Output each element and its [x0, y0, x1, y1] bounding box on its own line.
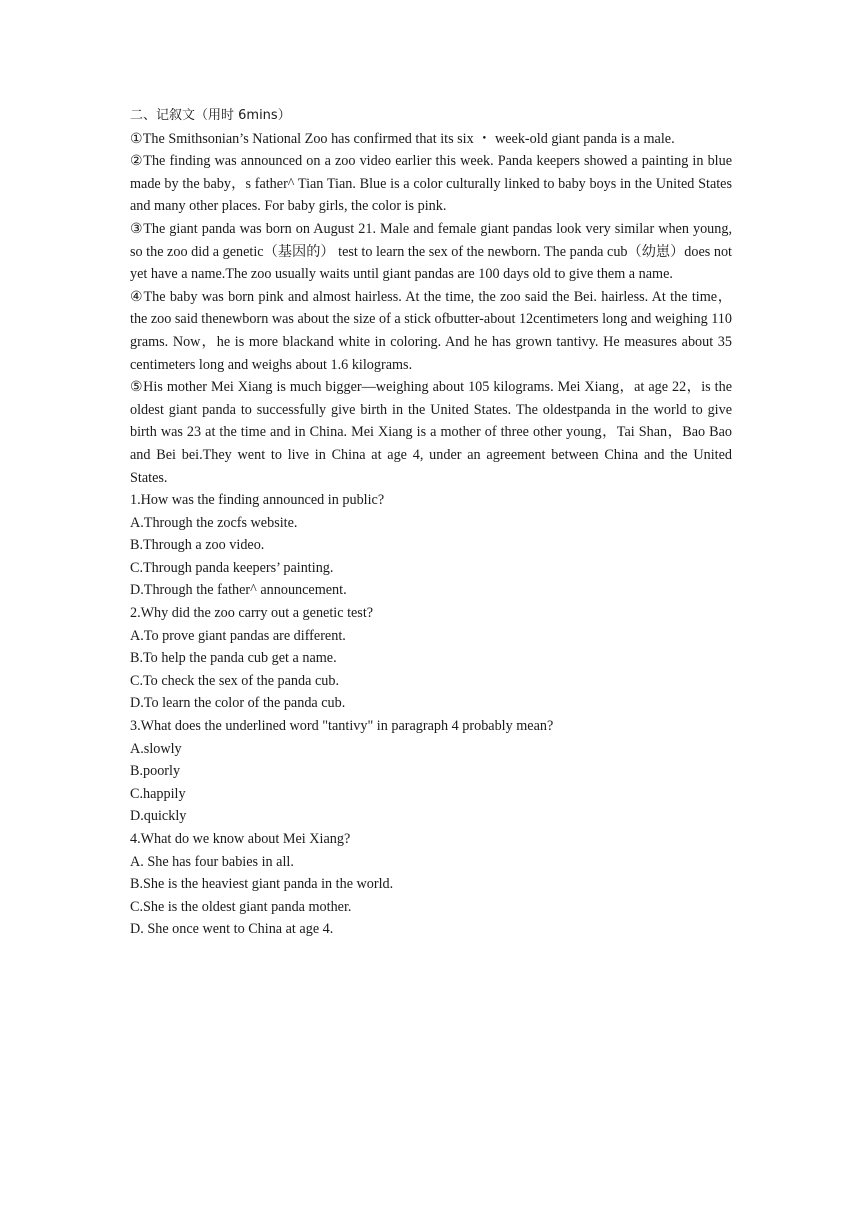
- document-page: [130, 105, 732, 941]
- question-2-option-b: B.To help the panda cub get a name.: [130, 650, 337, 667]
- question-4-option-a: A. She has four babies in all.: [130, 853, 294, 870]
- paragraph-1: ①The Smithsonian’s National Zoo has confirmed that its six ・ week-old giant panda is a male.: [130, 130, 675, 147]
- question-4-option-c: C.She is the oldest giant panda mother.: [130, 898, 352, 915]
- question-2-option-c: C.To check the sex of the panda cub.: [130, 672, 339, 689]
- question-3: 3.What does the underlined word "tantivy" in paragraph 4 probably mean?: [130, 718, 554, 735]
- question-1: 1.How was the finding announced in public?: [130, 492, 385, 509]
- question-3-option-a: A.slowly: [130, 740, 182, 757]
- question-2-option-d: D.To learn the color of the panda cub.: [130, 695, 346, 712]
- question-3-option-b: B.poorly: [130, 763, 181, 780]
- question-1-option-b: B.Through a zoo video.: [130, 537, 265, 554]
- question-1-option-a: A.Through the zocfs website.: [130, 514, 298, 531]
- paragraph-5: ⑤His mother Mei Xiang is much bigger—weighing about 105 kilograms. Mei Xiang，at age 22，is the oldest giant panda to successfully give birth in the United States. The oldestpanda in the world to give birth was 23 at the time and in China. Mei Xiang is a mother of three other young，Tai Shan，Bao Bao and Bei bei.They went to live in China at age 4, under an agreement between China and the United States.: [130, 379, 732, 486]
- paragraph-2: ②The finding was announced on a zoo video earlier this week. Panda keepers showed a painting in blue made by the baby，s father^ Tian Tian. Blue is a color culturally linked to baby boys in the United States and many other places. For baby girls, the color is pink.: [130, 153, 732, 215]
- question-4-option-d: D. She once went to China at age 4.: [130, 921, 334, 938]
- paragraph-4: ④The baby was born pink and almost hairless. At the time, the zoo said the Bei. hairless. At the time，the zoo said thenewborn was about the size of a stick ofbutter-about 12centimeters long and weighing 110 grams. Now，he is more blackand white in coloring. And he has grown tantivy. He measures about 35 centimeters long and weighs about 1.6 kilograms.: [130, 288, 732, 373]
- question-3-option-d: D.quickly: [130, 808, 187, 825]
- question-4: 4.What do we know about Mei Xiang?: [130, 831, 351, 847]
- question-3-option-c: C.happily: [130, 785, 186, 802]
- section-heading: 二、记叙文（用时 6mins）: [130, 108, 291, 123]
- question-2-option-a: A.To prove giant pandas are different.: [130, 627, 346, 644]
- question-1-option-d: D.Through the father^ announcement.: [130, 582, 347, 599]
- question-4-option-b: B.She is the heaviest giant panda in the world.: [130, 876, 394, 893]
- question-2: 2.Why did the zoo carry out a genetic test?: [130, 605, 374, 622]
- question-1-option-c: C.Through panda keepers’ painting.: [130, 559, 334, 576]
- paragraph-3: ③The giant panda was born on August 21. Male and female giant pandas look very similar when young, so the zoo did a genetic（基因的） test to learn the sex of the newborn. The panda cub（幼崽）does not yet have a name.The zoo usually waits until giant pandas are 100 days old to give them a name.: [130, 220, 732, 283]
